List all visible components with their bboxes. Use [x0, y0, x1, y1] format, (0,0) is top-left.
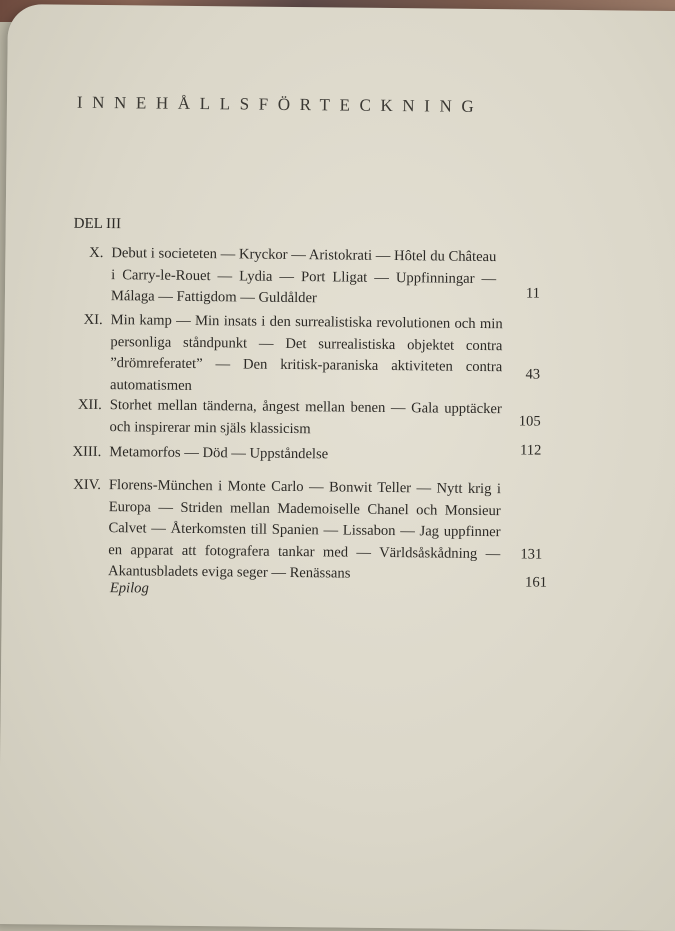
chapter-title: Florens-München i Monte Carlo — Bonwit Teller — Nytt krig i Europa — Striden mellan Mademoiselle Chanel och Monsieur Calvet — Återkomsten till Spanien — Lissabon — Jag uppfinner en apparat att fotografera tankar med — Världsåskådning — Akantusbladets eviga seger — Renässans [107, 477, 502, 582]
chapter-title: Min kamp — Min insats i den surrealistiska revolutionen och min personliga ståndpunkt — Det surrealistiska objektet contra ”drömreferatet” — Den kritisk-paraniska aktiviteten contra automatismen [109, 312, 503, 394]
part-label: DEL III [73, 215, 122, 233]
chapter-title: Metamorfos — Död — Uppståndelse [109, 444, 329, 463]
chapter-page-number: 131 [520, 546, 543, 563]
chapter-numeral: X. [89, 244, 104, 262]
chapter-numeral: XI. [83, 311, 103, 329]
chapter-numeral: XIV. [73, 476, 102, 493]
epilog-page-number: 161 [524, 574, 548, 591]
chapter-page-number: 11 [525, 285, 541, 302]
chapter-title: Debut i societeten — Kryckor — Aristokrati — Hôtel du Château i Carry-le-Rouet — Lydia — Port Lligat — Uppfinningar — Málaga — Fattigdom — Guldålder [110, 245, 497, 307]
chapter-numeral: XIII. [72, 443, 102, 461]
page-title: INNEHÅLLSFÖRTECKNING [76, 92, 484, 116]
chapter-page-number: 43 [525, 366, 541, 383]
chapter-page-number: 112 [519, 442, 542, 459]
chapter-page-number: 105 [518, 413, 541, 430]
epilog-label: Epilog [109, 580, 149, 597]
chapter-title: Storhet mellan tänderna, ångest mellan benen — Gala upptäcker och inspirerar min själs klassicism [109, 397, 502, 437]
chapter-numeral: XII. [77, 396, 102, 414]
book-page [0, 4, 675, 931]
